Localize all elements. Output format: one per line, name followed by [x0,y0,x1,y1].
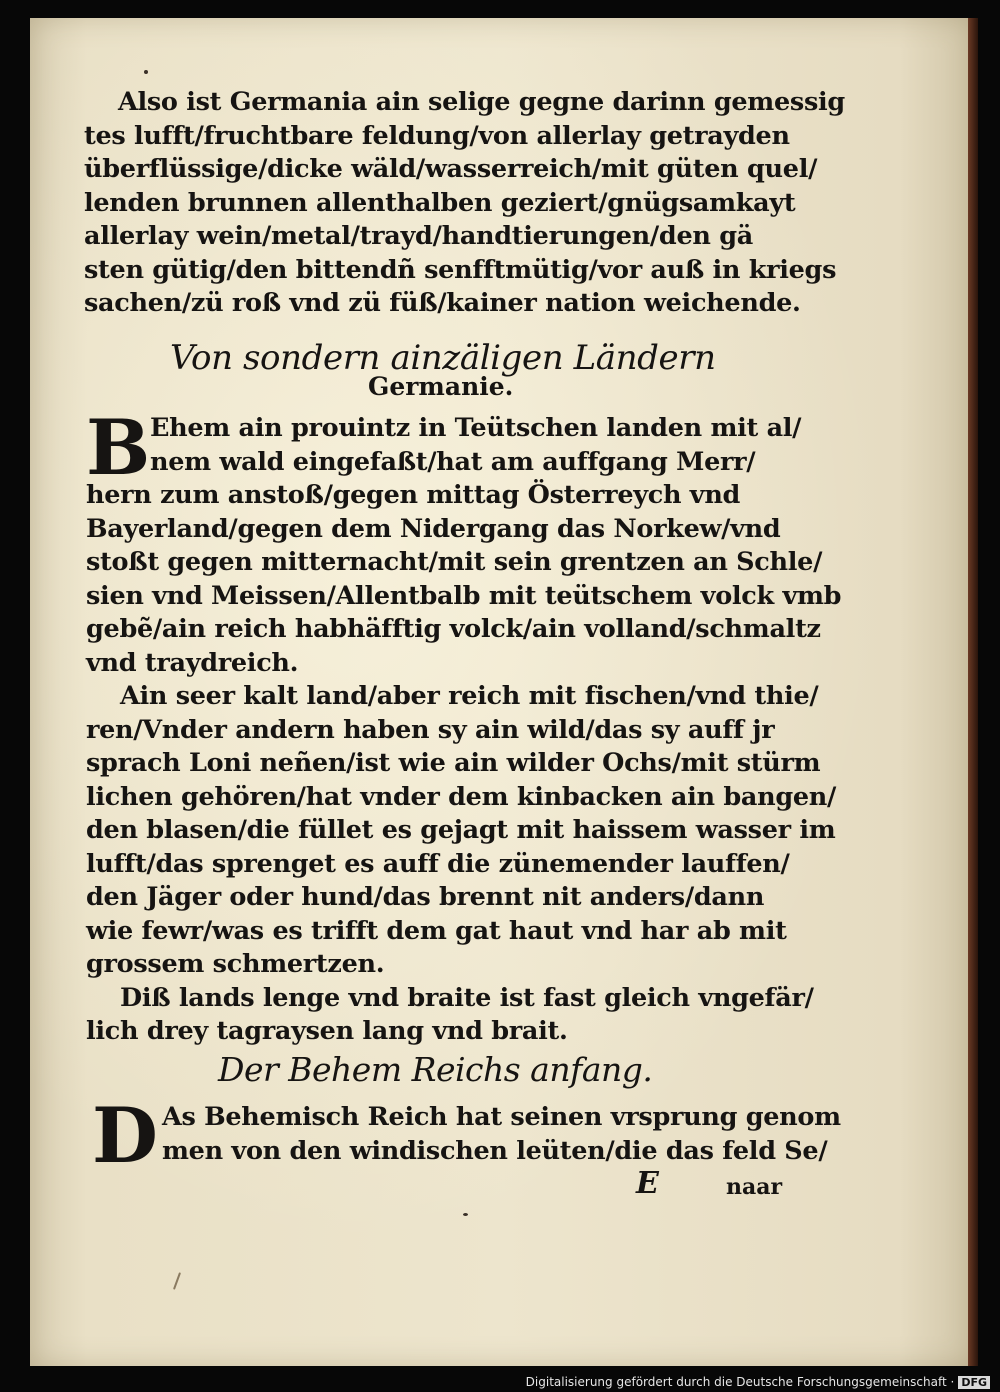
page-speck [463,1213,468,1216]
text-line: vnd traydreich. [86,647,299,678]
paragraph-reich-lead [162,1101,841,1168]
text-line: lichen gehören/hat vnder dem kinbacken ain bangen/ [86,781,837,812]
text-line: überflüssige/dicke wäld/wasserreich/mit güten quel/ [84,154,818,184]
text-line: hern zum anstoß/gegen mittag Österreych vnd [86,480,741,510]
text-line: sprach Loni neñen/ist wie ain wilder Ochs/mit stürm [86,748,821,778]
paragraph-germania [84,86,845,321]
dfg-logo: DFG [958,1376,990,1389]
drop-cap-b: B [86,403,151,492]
paragraph-behem [86,479,842,1049]
text-line: den Jäger oder hund/das brennt nit anders/dann [86,882,765,912]
section-heading-laender: Von sondern ainzäligen Ländern [170,338,716,378]
text-line: men von den windischen leüten/die das feld Se/ [162,1135,828,1166]
text-line: Ehem ain prouintz in Teütschen landen mit al/ [150,413,802,443]
text-line: wie fewr/was es trifft dem gat haut vnd har ab mit [86,915,787,946]
text-line: allerlay wein/metal/trayd/handtierungen/den gä [84,221,753,251]
section-heading-germanie: Germanie. [368,372,514,401]
text-line: lufft/das sprenget es auff die zünemender lauffen/ [86,848,790,879]
text-line: Also ist Germania ain selige gegne darinn gemessig [118,87,845,117]
text-line: lich drey tagraysen lang vnd brait. [86,1016,568,1046]
text-line: lenden brunnen allenthalben geziert/gnügsamkayt [84,187,796,218]
text-line: ren/Vnder andern haben sy ain wild/das sy auff jr [86,714,775,745]
text-line: sten gütig/den bittendñ senfftmütig/vor auß in kriegs [84,254,837,285]
text-line: nem wald eingefaßt/hat am auffgang Merr/ [150,446,756,477]
drop-cap-d: D [92,1091,158,1180]
text-line: As Behemisch Reich hat seinen vrsprung genom [162,1102,841,1132]
text-line: sien vnd Meissen/Allentbalb mit teütschem volck vmb [86,580,842,611]
text-line: stoßt gegen mitternacht/mit sein grentzen an Schle/ [86,547,823,577]
page-edge [968,18,978,1366]
signature-mark: E [636,1166,659,1201]
text-line: gebẽ/ain reich habhäfftig volck/ain volland/schmaltz [86,614,821,644]
section-heading-reichsanfang: Der Behem Reichs anfang. [218,1050,653,1089]
text-line: sachen/zü roß vnd zü füß/kainer nation weichende. [84,288,801,318]
page-speck [144,70,148,74]
text-line: Bayerland/gegen dem Nidergang das Norkew/vnd [86,513,781,544]
text-line: Diß lands lenge vnd braite ist fast gleich vngefär/ [120,982,814,1013]
digitization-credit [526,1375,990,1389]
paragraph-behem-lead [150,412,802,479]
text-line: tes lufft/fruchtbare feldung/von allerlay getrayden [84,120,790,151]
credit-text: Digitalisierung gefördert durch die Deutsche Forschungsgemeinschaft · [525,1375,955,1389]
text-line: den blasen/die füllet es gejagt mit haissem wasser im [86,815,836,845]
text-line: grossem schmertzen. [86,949,385,979]
text-line: Ain seer kalt land/aber reich mit fischen/vnd thie/ [120,681,819,711]
catchword: naar [726,1174,783,1200]
